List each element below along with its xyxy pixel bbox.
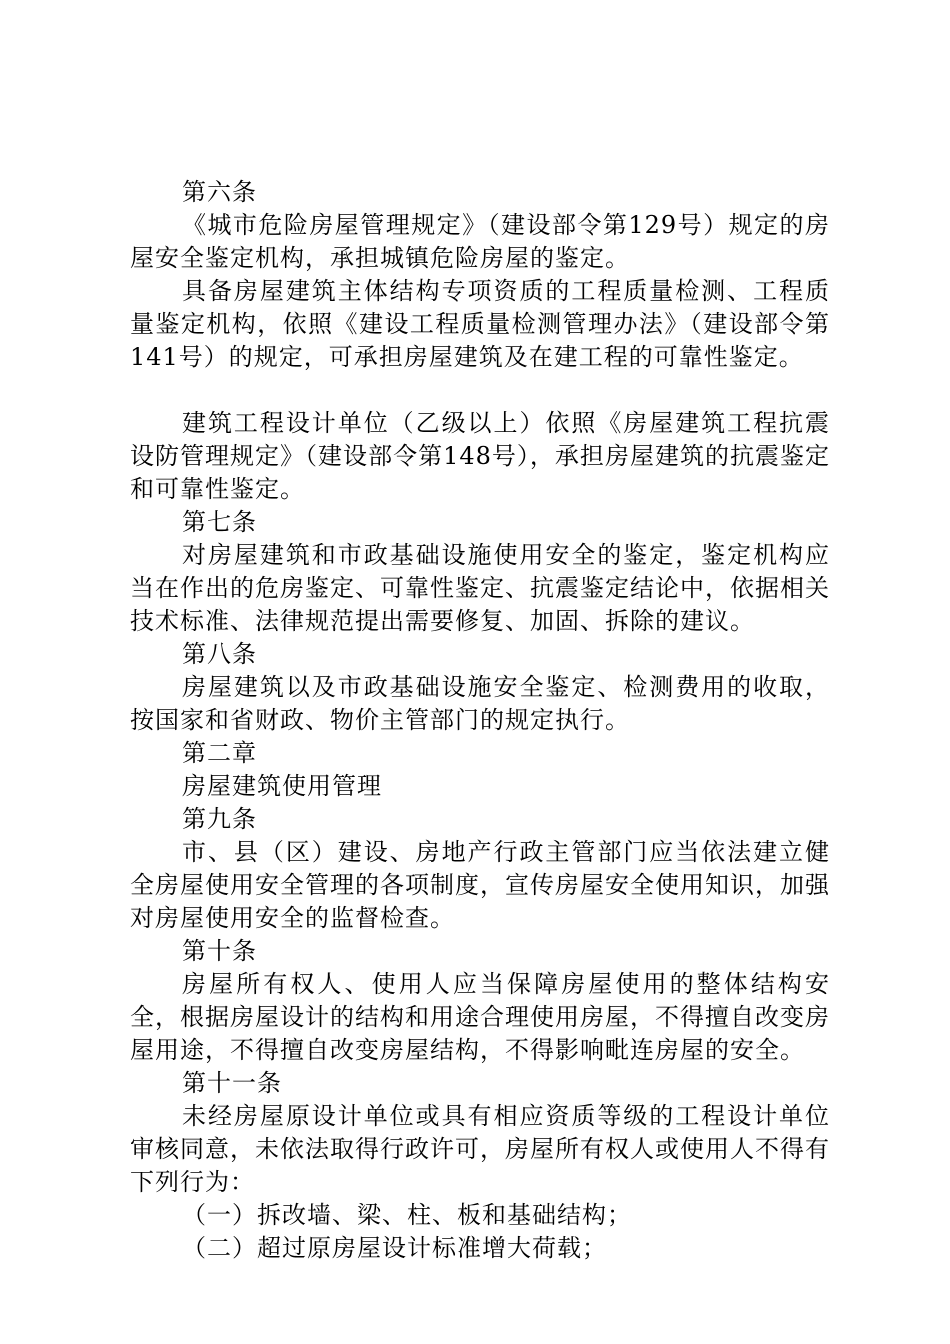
article-heading: 第八条 <box>182 640 257 668</box>
paragraph: 未经房屋原设计单位或具有相应资质等级的工程设计单位审核同意，未依法取得行政许可，房屋所有权人或使用人不得有下列行为： <box>130 1102 830 1196</box>
paragraph: 房屋所有权人、使用人应当保障房屋使用的整体结构安全，根据房屋设计的结构和用途合理使用房屋，不得擅自改变房屋用途，不得擅自改变房屋结构，不得影响毗连房屋的安全。 <box>130 970 830 1064</box>
paragraph: 建筑工程设计单位（乙级以上）依照《房屋建筑工程抗震设防管理规定》（建设部令第148号），承担房屋建筑的抗震鉴定和可靠性鉴定。 <box>130 409 830 503</box>
chapter-heading: 第二章 <box>182 739 257 767</box>
paragraph: 对房屋建筑和市政基础设施使用安全的鉴定，鉴定机构应当在作出的危房鉴定、可靠性鉴定、抗震鉴定结论中，依据相关技术标准、法律规范提出需要修复、加固、拆除的建议。 <box>130 541 830 635</box>
list-item: （二）超过原房屋设计标准增大荷载； <box>182 1234 607 1262</box>
paragraph: 房屋建筑以及市政基础设施安全鉴定、检测费用的收取，按国家和省财政、物价主管部门的规定执行。 <box>130 673 830 734</box>
document-body <box>130 176 830 1265</box>
article-heading: 第十一条 <box>182 1069 282 1097</box>
paragraph: 具备房屋建筑主体结构专项资质的工程质量检测、工程质量鉴定机构，依照《建设工程质量检测管理办法》（建设部令第141号）的规定，可承担房屋建筑及在建工程的可靠性鉴定。 <box>130 277 830 371</box>
article-heading: 第九条 <box>182 805 257 833</box>
article-heading: 第七条 <box>182 508 257 536</box>
paragraph: 《城市危险房屋管理规定》（建设部令第129号）规定的房屋安全鉴定机构，承担城镇危险房屋的鉴定。 <box>130 211 830 272</box>
article-heading: 第十条 <box>182 937 257 965</box>
article-heading: 第六条 <box>182 178 257 206</box>
list-item: （一）拆改墙、梁、柱、板和基础结构； <box>182 1201 632 1229</box>
chapter-title: 房屋建筑使用管理 <box>182 772 382 800</box>
paragraph: 市、县（区）建设、房地产行政主管部门应当依法建立健全房屋使用安全管理的各项制度，宣传房屋安全使用知识，加强对房屋使用安全的监督检查。 <box>130 838 830 932</box>
